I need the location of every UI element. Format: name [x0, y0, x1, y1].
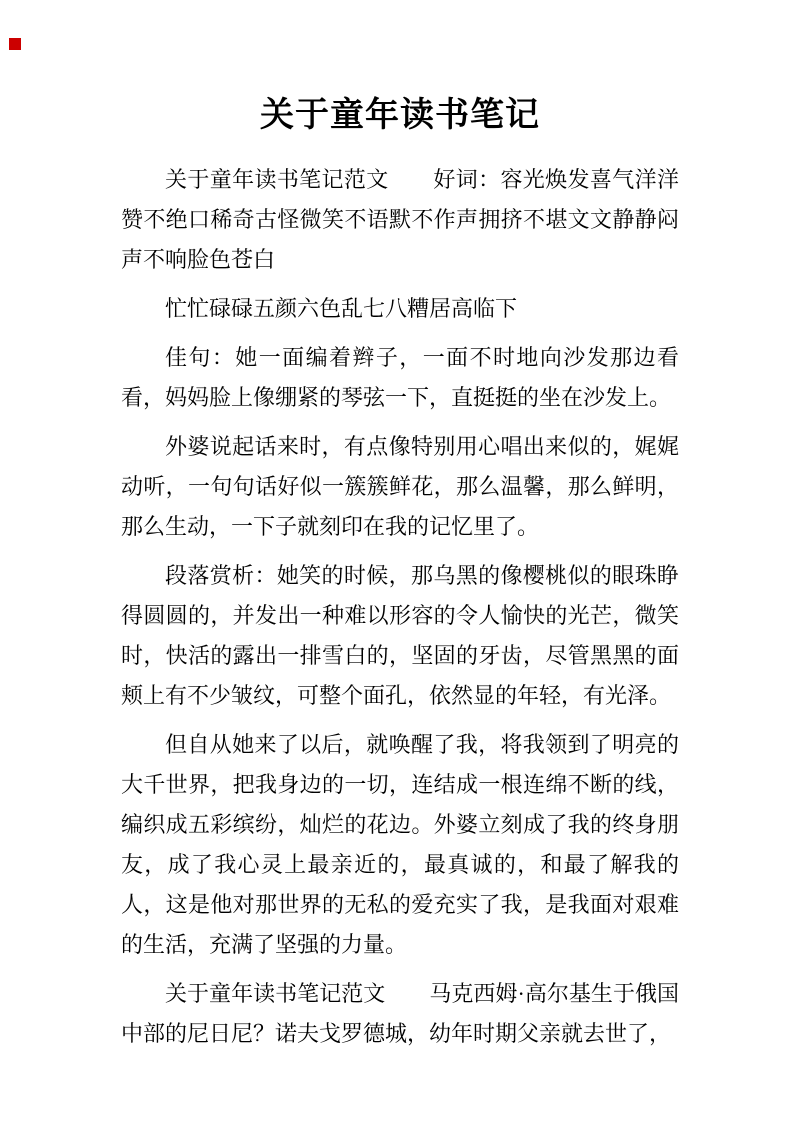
paragraph-good-sentence: 佳句：她一面编着辫子，一面不时地向沙发那边看看，妈妈脸上像绷紧的琴弦一下，直挺挺的坐在沙发上。: [121, 345, 679, 410]
paragraph-good-words: 关于童年读书笔记范文 好词：容光焕发喜气洋洋赞不绝口稀奇古怪微笑不语默不作声拥挤不堪文文静静闷声不响脸色苍白: [121, 167, 679, 272]
document-title: 关于童年读书笔记: [260, 97, 540, 134]
paragraph-idioms: 忙忙碌碌五颜六色乱七八糟居高临下: [165, 296, 518, 321]
paragraph-awakening: 但自从她来了以后，就唤醒了我，将我领到了明亮的大千世界，把我身边的一切，连结成一根连绵不断的线，编织成五彩缤纷，灿烂的花边。外婆立刻成了我的终身朋友，成了我心灵上最亲近的，最真诚的，和最了解我的人，这是他对那世界的无私的爱充实了我，是我面对艰难的生活，充满了坚强的力量。: [121, 732, 679, 957]
paragraph-passage-analysis: 段落赏析：她笑的时候，那乌黑的像樱桃似的眼珠睁得圆圆的，并发出一种难以形容的令人愉快的光芒，微笑时，快活的露出一排雪白的，坚固的牙齿，尽管黑黑的面颊上有不少皱纹，可整个面孔，依然显的年轻，有光泽。: [121, 563, 679, 708]
document-body: [121, 160, 679, 1054]
paragraph-gorky-intro: 关于童年读书笔记范文 马克西姆·高尔基生于俄国中部的尼日尼？诺夫戈罗德城，幼年时期父亲就去世了，: [121, 981, 679, 1046]
red-corner-marker: [9, 38, 21, 50]
paragraph-grandma-speech: 外婆说起话来时，有点像特别用心唱出来似的，娓娓动听，一句句话好似一簇簇鲜花，那么温馨，那么鲜明，那么生动，一下子就刻印在我的记忆里了。: [121, 434, 679, 539]
